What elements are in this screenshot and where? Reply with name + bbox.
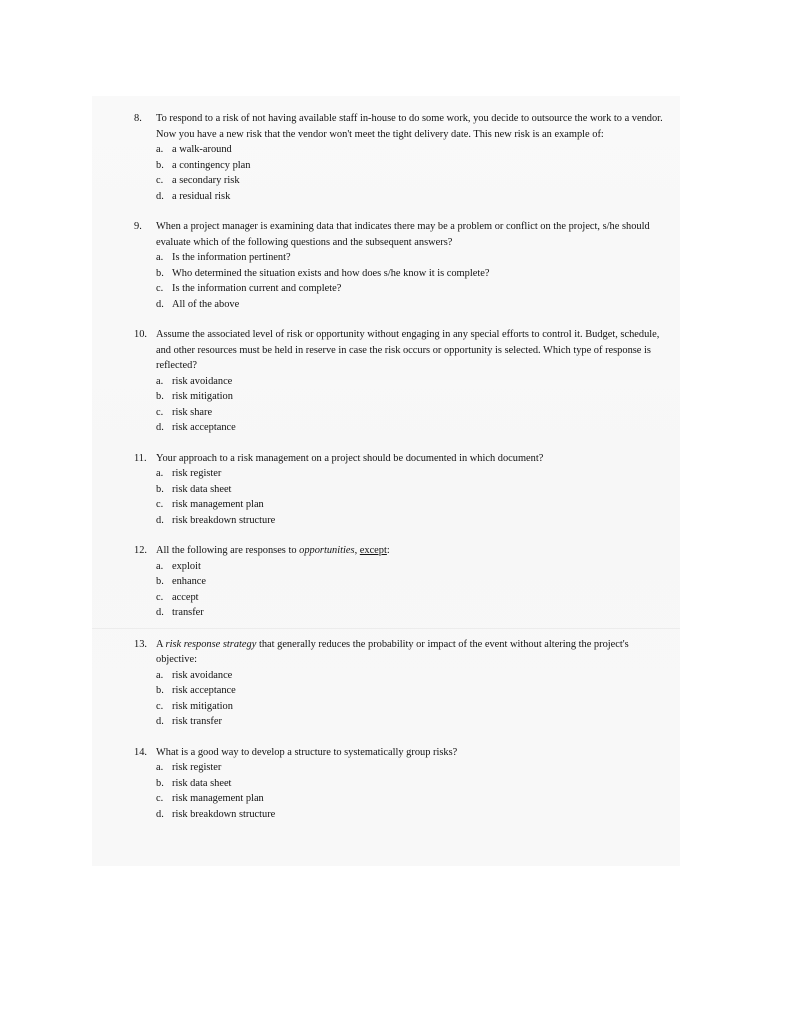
option-text: enhance — [172, 576, 207, 587]
answer-option — [134, 683, 664, 699]
answer-option — [134, 791, 664, 807]
question-text-emphasis: opportunities — [299, 545, 355, 556]
option-letter: a. — [156, 762, 164, 773]
option-letter: a. — [156, 375, 164, 387]
question-number: 10. — [134, 329, 147, 340]
answer-option — [134, 189, 664, 205]
answer-option — [134, 389, 664, 405]
option-text: a walk-around — [172, 144, 232, 155]
option-letter: d. — [156, 190, 164, 202]
option-text: risk acceptance — [172, 422, 236, 433]
option-letter: b. — [156, 576, 164, 587]
option-text: transfer — [172, 607, 204, 618]
option-letter: c. — [156, 175, 164, 186]
option-text: risk share — [172, 406, 213, 418]
option-letter: a. — [156, 252, 164, 263]
option-text: Who determined the situation exists and how does s/he know it is complete? — [172, 267, 490, 279]
answer-option — [134, 559, 664, 575]
question-text — [156, 545, 390, 556]
answer-options — [134, 142, 664, 204]
option-text: Is the information current and complete? — [172, 283, 342, 294]
option-text: risk management plan — [172, 499, 264, 510]
question-number: 9. — [134, 221, 142, 232]
option-text: a residual risk — [172, 190, 231, 202]
option-letter: b. — [156, 391, 164, 402]
question-number: 14. — [134, 746, 147, 758]
question-8 — [134, 111, 664, 204]
option-text: risk avoidance — [172, 375, 233, 387]
question-stem — [134, 451, 664, 467]
answer-options — [134, 668, 664, 730]
option-text: All of the above — [172, 298, 240, 310]
option-letter: c. — [156, 499, 164, 510]
question-11 — [134, 451, 664, 529]
answer-option — [134, 142, 664, 158]
question-text-underlined: except — [359, 545, 387, 556]
option-text: Is the information pertinent? — [172, 252, 291, 263]
answer-option — [134, 760, 664, 776]
answer-option — [134, 590, 664, 606]
question-stem — [134, 637, 664, 668]
option-letter: b. — [156, 685, 164, 696]
answer-option — [134, 497, 664, 513]
answer-option — [134, 513, 664, 529]
option-text: risk mitigation — [172, 700, 233, 712]
answer-option — [134, 250, 664, 266]
option-text: risk breakdown structure — [172, 514, 276, 526]
question-stem — [134, 543, 664, 559]
option-letter: d. — [156, 808, 164, 820]
option-text: a secondary risk — [172, 175, 240, 186]
answer-option — [134, 281, 664, 297]
question-stem — [134, 111, 664, 142]
answer-options — [134, 250, 664, 312]
question-number: 8. — [134, 113, 142, 124]
answer-option — [134, 266, 664, 282]
answer-option — [134, 807, 664, 823]
option-text: risk data sheet — [172, 483, 232, 495]
option-text: risk transfer — [172, 716, 222, 727]
question-text-emphasis: risk response strategy — [165, 638, 257, 650]
question-number: 12. — [134, 545, 147, 556]
answer-options — [134, 374, 664, 436]
question-stem — [134, 745, 664, 761]
answer-option — [134, 173, 664, 189]
question-text — [156, 639, 629, 666]
option-letter: a. — [156, 560, 164, 572]
answer-option — [134, 482, 664, 498]
question-14 — [134, 745, 664, 823]
option-letter: d. — [156, 716, 164, 727]
question-text: Your approach to a risk management on a project should be documented in which document? — [156, 452, 544, 464]
option-letter: b. — [156, 483, 164, 495]
option-text: exploit — [172, 560, 201, 572]
question-text-suffix: : — [386, 545, 390, 556]
question-text-prefix: A — [156, 638, 166, 650]
option-text: risk breakdown structure — [172, 808, 276, 820]
option-letter: b. — [156, 159, 164, 171]
question-text: To respond to a risk of not having available staff in-house to do some work, you decide to outsource the work to a vendor. Now you have a new risk that the vendor won't meet the tight delivery date. This new risk is an example of: — [156, 113, 663, 140]
option-text: risk register — [172, 468, 222, 479]
question-9 — [134, 219, 664, 312]
option-letter: d. — [156, 607, 164, 618]
answer-options — [134, 466, 664, 528]
answer-option — [134, 405, 664, 421]
question-stem — [134, 327, 664, 374]
option-letter: b. — [156, 267, 164, 279]
option-letter: d. — [156, 422, 164, 433]
answer-options — [134, 760, 664, 822]
question-text: What is a good way to develop a structure to systematically group risks? — [156, 746, 458, 758]
option-letter: d. — [156, 514, 164, 526]
option-letter: c. — [156, 591, 164, 603]
option-text: risk register — [172, 762, 222, 773]
question-text: Assume the associated level of risk or opportunity without engaging in any special efforts to control it. Budget, schedule, and other resources must be held in reserve in case the risk occurs or opportunity is selected. Which type of response is reflected? — [156, 329, 660, 371]
question-text-suffix: that generally reduces the probability or impact of the event without altering the project's objective: — [156, 638, 629, 665]
option-letter: c. — [156, 406, 164, 418]
answer-option — [134, 776, 664, 792]
question-number: 11. — [134, 452, 147, 464]
answer-option — [134, 574, 664, 590]
answer-option — [134, 605, 664, 621]
answer-option — [134, 714, 664, 730]
answer-option — [134, 374, 664, 390]
question-10 — [134, 327, 664, 436]
answer-option — [134, 668, 664, 684]
option-letter: c. — [156, 793, 164, 804]
option-letter: c. — [156, 700, 164, 712]
quiz-content — [134, 111, 664, 822]
option-letter: d. — [156, 298, 164, 310]
option-text: risk avoidance — [172, 669, 233, 681]
answer-option — [134, 466, 664, 482]
question-text: When a project manager is examining data that indicates there may be a problem or conflict on the project, s/he should evaluate which of the following questions and the subsequent answers? — [156, 221, 650, 248]
question-text-middle: , — [354, 545, 360, 556]
option-text: risk data sheet — [172, 777, 232, 789]
option-text: a contingency plan — [172, 159, 251, 171]
question-text-prefix: All the following are responses to — [156, 545, 300, 556]
answer-options — [134, 559, 664, 621]
question-12 — [134, 543, 664, 621]
option-text: accept — [172, 591, 199, 603]
question-13 — [134, 637, 664, 730]
question-number: 13. — [134, 638, 147, 650]
option-letter: a. — [156, 468, 164, 479]
option-letter: b. — [156, 777, 164, 789]
option-text: risk acceptance — [172, 685, 236, 696]
option-text: risk management plan — [172, 793, 264, 804]
option-letter: a. — [156, 144, 164, 155]
option-text: risk mitigation — [172, 391, 233, 402]
question-stem — [134, 219, 664, 250]
option-letter: c. — [156, 283, 164, 294]
option-letter: a. — [156, 669, 164, 681]
answer-option — [134, 158, 664, 174]
answer-option — [134, 420, 664, 436]
answer-option — [134, 297, 664, 313]
answer-option — [134, 699, 664, 715]
